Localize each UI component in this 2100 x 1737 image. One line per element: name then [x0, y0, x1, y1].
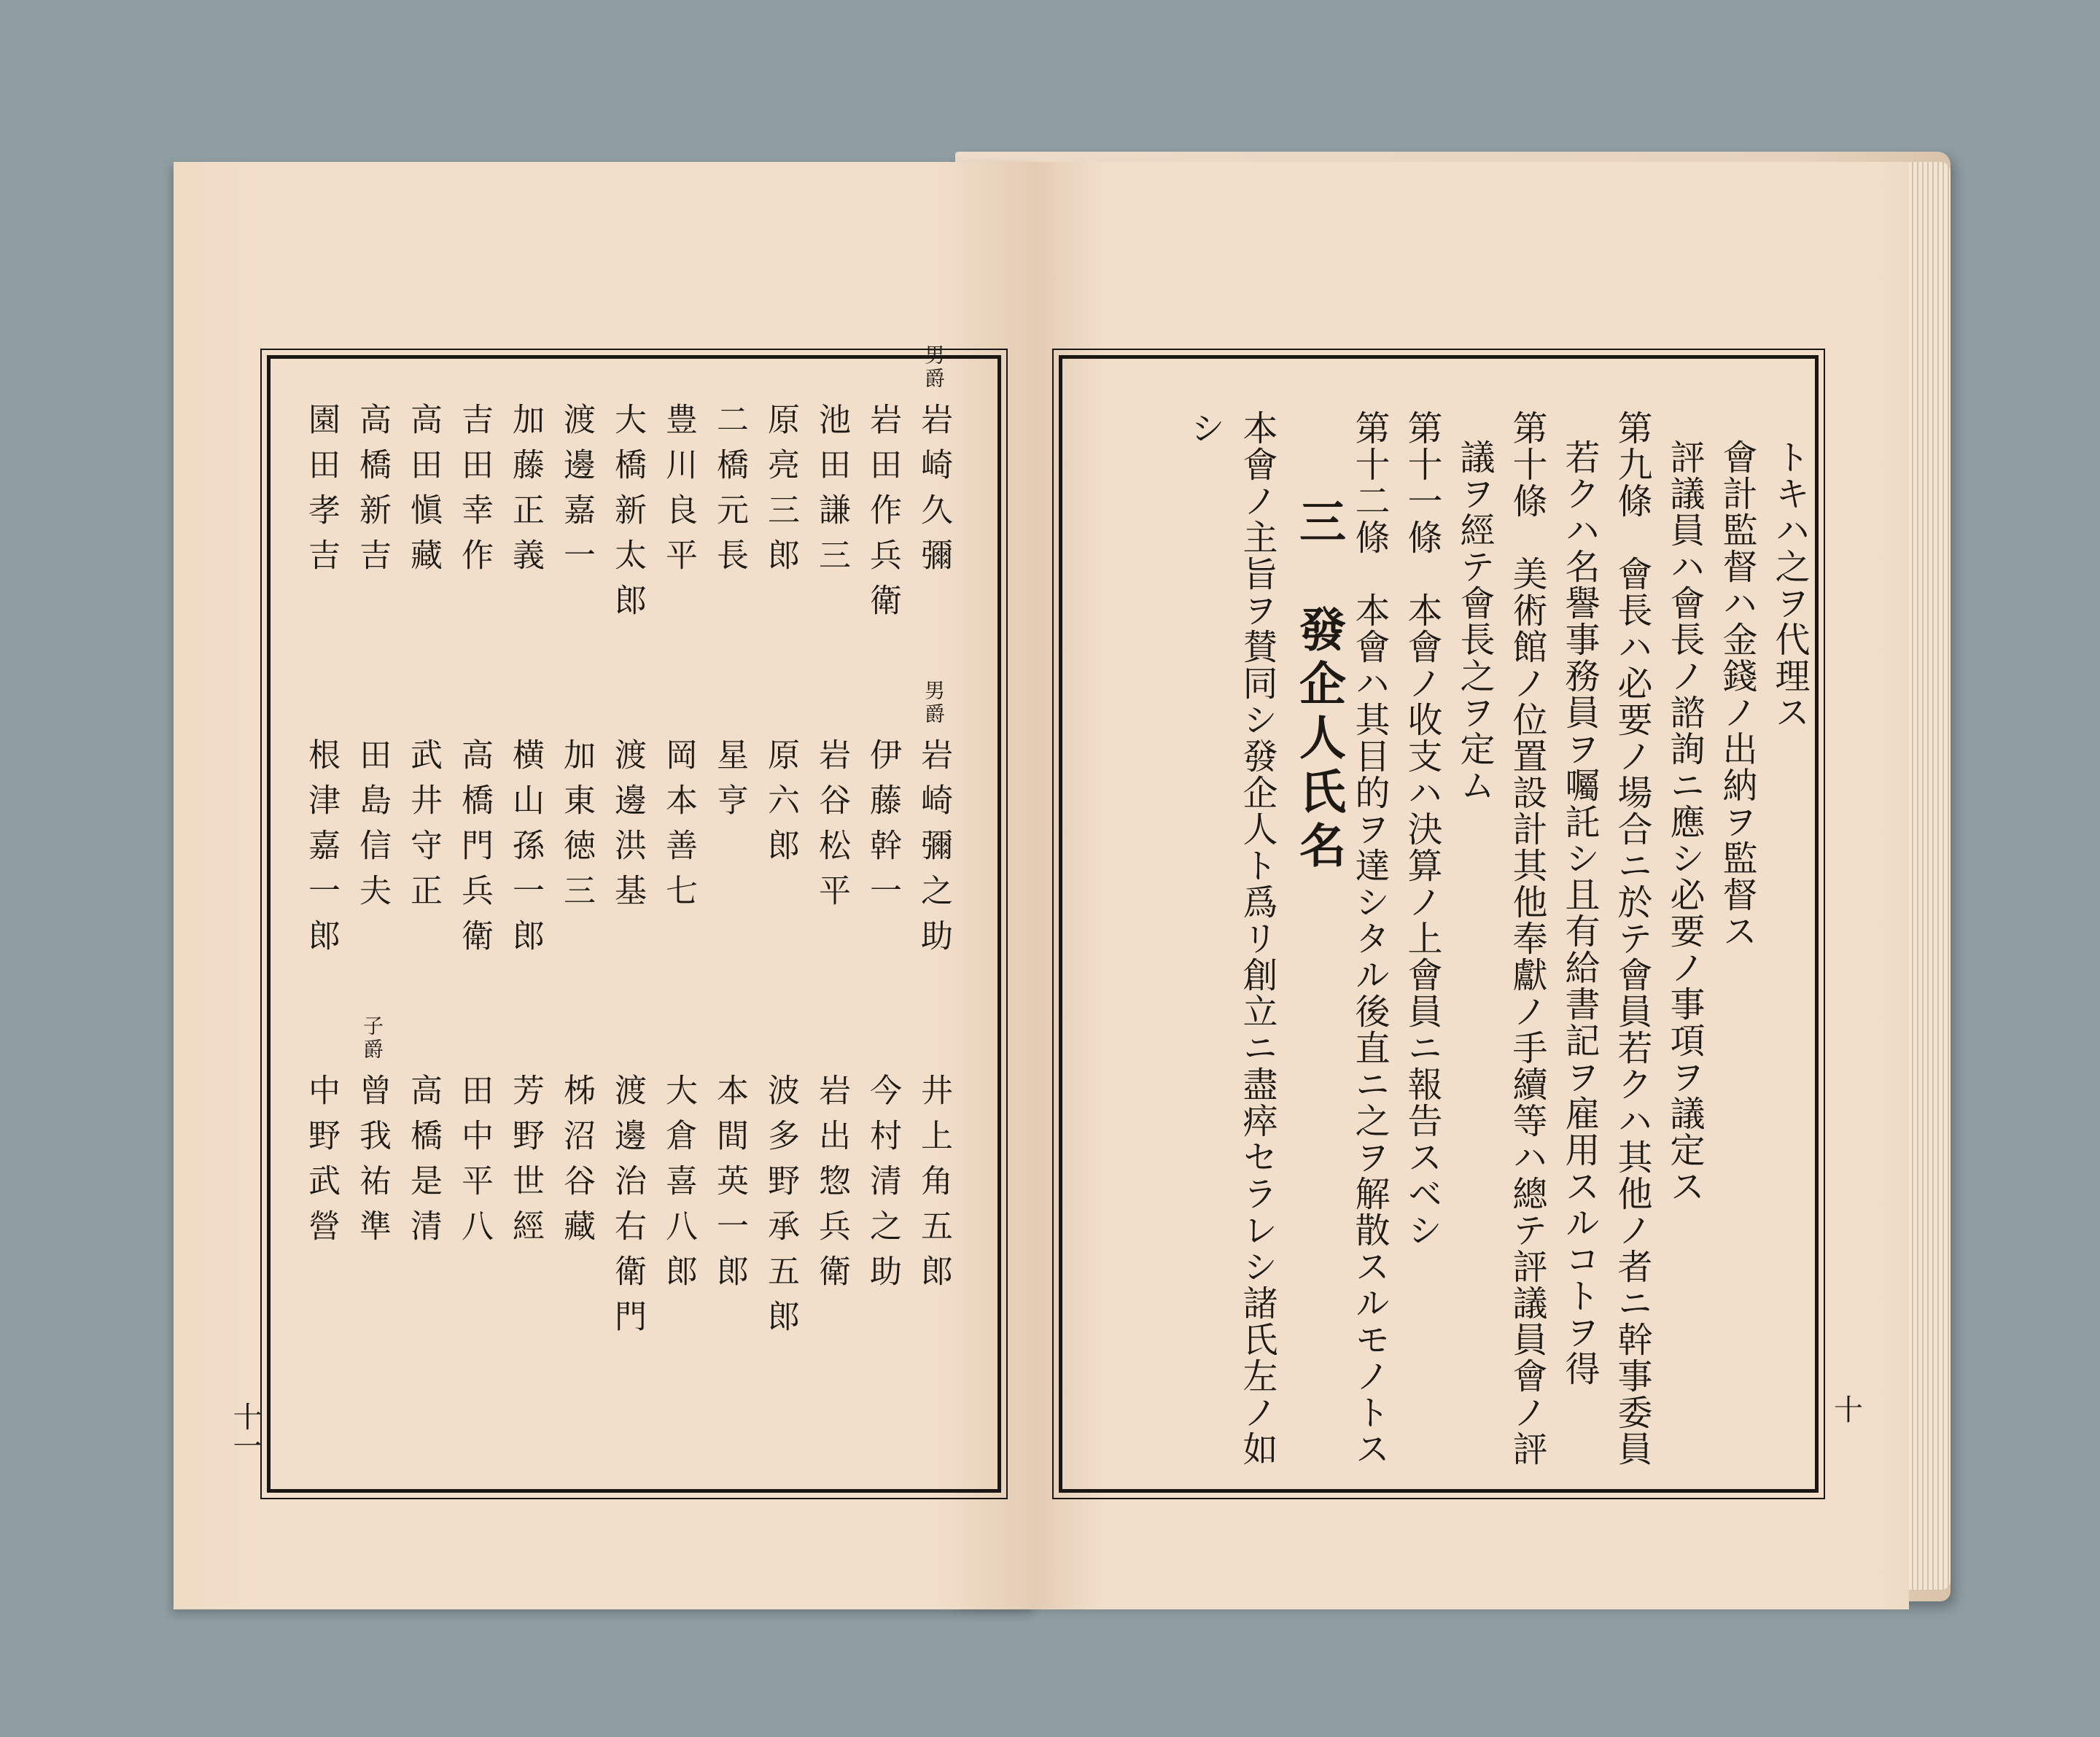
promoter-name: 波多野承五郎: [762, 1073, 799, 1345]
promoter-name: 二橋元長: [711, 403, 748, 583]
promoter-name: 岩出惣兵衛: [813, 1073, 850, 1299]
rule-text-column: 會計監督ハ金錢ノ出納ヲ監督ス: [1716, 439, 1757, 949]
promoter-name: 高田愼藏: [405, 403, 442, 583]
promoter-name: 原亮三郎: [762, 403, 799, 583]
page-number-left: 十一: [228, 1402, 262, 1460]
promoter-name: 岩崎久彌: [915, 403, 952, 583]
promoter-name: 渡邊治右衛門: [609, 1073, 646, 1345]
promoter-name: 高橋門兵衛: [456, 738, 493, 964]
left-page: [174, 162, 1035, 1609]
rule-text-column: 第十一條 本會ノ收支ハ決算ノ上會員ニ報告スベシ: [1401, 410, 1442, 1248]
rule-text-column: 議ヲ經テ會長之ヲ定ム: [1454, 439, 1495, 804]
rule-text-column: 若クハ名譽事務員ヲ囑託シ且有給書記ヲ雇用スルコトヲ得: [1559, 439, 1600, 1387]
rule-text-column: トキハ之ヲ代理ス: [1769, 439, 1810, 731]
promoter-name: 田中平八: [456, 1073, 493, 1254]
page-number-right: 十: [1834, 1394, 1863, 1427]
promoter-name: 渡邊洪基: [609, 738, 646, 919]
promoter-name: 中野武營: [303, 1073, 340, 1254]
promoter-name: 田島信夫: [354, 738, 391, 919]
closing-text-column: 本會ノ主旨ヲ賛同シ發企人ト爲リ創立ニ盡瘁セラレシ諸氏左ノ如: [1237, 410, 1278, 1467]
section-heading: 三 發企人氏名: [1291, 497, 1346, 875]
closing-text-column: シ: [1184, 410, 1225, 446]
promoter-name: 原六郎: [762, 738, 799, 874]
promoter-name: 高橋是清: [405, 1073, 442, 1254]
promoter-name: 大橋新太郎: [609, 403, 646, 629]
right-page: [1035, 162, 1909, 1609]
promoter-name: 豊川良平: [660, 403, 697, 583]
promoter-name: 今村清之助: [864, 1073, 901, 1299]
promoter-name: 星亨: [711, 738, 748, 828]
promoter-name: 曾我祐準: [354, 1073, 391, 1254]
promoter-name: 高橋新吉: [354, 403, 391, 583]
promoter-name: 岩崎彌之助: [915, 738, 952, 964]
promoter-name: 武井守正: [405, 738, 442, 919]
promoter-name: 横山孫一郎: [507, 738, 544, 964]
promoter-name: 根津嘉一郎: [303, 738, 340, 964]
rule-text-column: 第十二條 本會ハ其目的ヲ達シタル後直ニ之ヲ解散スルモノトス: [1349, 410, 1390, 1467]
peerage-rank: 男爵: [922, 680, 946, 726]
promoter-name: 井上角五郎: [915, 1073, 952, 1299]
rule-text-column: 評議員ハ會長ノ諮詢ニ應シ必要ノ事項ヲ議定ス: [1664, 439, 1705, 1205]
promoter-name: 芳野世經: [507, 1073, 544, 1254]
promoter-name: 岩谷松平: [813, 738, 850, 919]
promoter-name: 柹沼谷藏: [558, 1073, 595, 1254]
promoter-name: 加東徳三: [558, 738, 595, 919]
promoter-name: 渡邊嘉一: [558, 403, 595, 583]
promoter-name: 吉田幸作: [456, 403, 493, 583]
rule-text-column: 第九條 會長ハ必要ノ場合ニ於テ會員若クハ其他ノ者ニ幹事委員: [1611, 410, 1652, 1467]
promoter-name: 大倉喜八郎: [660, 1073, 697, 1299]
promoter-name: 加藤正義: [507, 403, 544, 583]
promoter-name: 園田孝吉: [303, 403, 340, 583]
promoter-name: 伊藤幹一: [864, 738, 901, 919]
promoter-name: 本間英一郎: [711, 1073, 748, 1299]
peerage-rank: 男爵: [922, 344, 946, 391]
peerage-rank: 子爵: [360, 1015, 384, 1062]
rule-text-column: 第十條 美術館ノ位置設計其他奉獻ノ手續等ハ總テ評議員會ノ評: [1506, 410, 1547, 1467]
promoter-name: 岩田作兵衛: [864, 403, 901, 629]
promoter-name: 岡本善七: [660, 738, 697, 919]
promoter-name: 池田謙三: [813, 403, 850, 583]
